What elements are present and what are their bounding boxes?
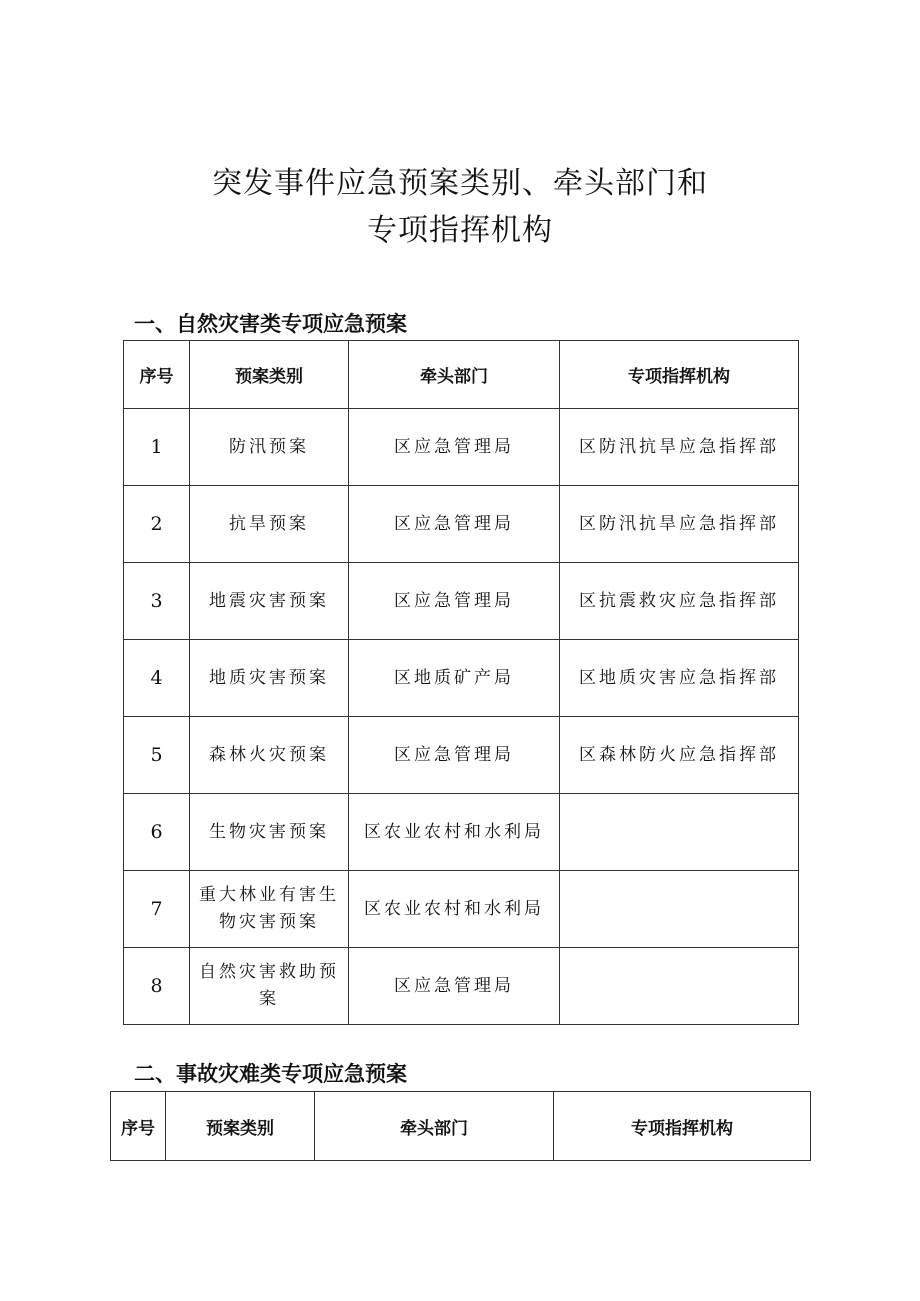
table-row bbox=[124, 486, 799, 563]
command-agency bbox=[560, 794, 799, 871]
lead-department: 区地质矿产局 bbox=[349, 640, 560, 717]
table-row bbox=[124, 948, 799, 1025]
row-index: 5 bbox=[124, 717, 190, 794]
header-plan-category: 预案类别 bbox=[166, 1092, 315, 1161]
lead-department: 区应急管理局 bbox=[349, 486, 560, 563]
command-agency: 区抗震救灾应急指挥部 bbox=[560, 563, 799, 640]
header-index: 序号 bbox=[111, 1092, 166, 1161]
plan-category: 抗旱预案 bbox=[190, 486, 349, 563]
command-agency bbox=[560, 871, 799, 948]
row-index: 2 bbox=[124, 486, 190, 563]
section-heading-accident-disaster: 二、事故灾难类专项应急预案 bbox=[134, 1062, 407, 1086]
command-agency: 区防汛抗旱应急指挥部 bbox=[560, 409, 799, 486]
accident-disaster-table bbox=[110, 1091, 811, 1161]
table-row bbox=[124, 717, 799, 794]
natural-disaster-table bbox=[123, 340, 799, 1025]
document-title-line1: 突发事件应急预案类别、牵头部门和 bbox=[212, 166, 708, 201]
header-command-agency: 专项指挥机构 bbox=[560, 341, 799, 409]
plan-category: 地质灾害预案 bbox=[190, 640, 349, 717]
row-index: 8 bbox=[124, 948, 190, 1025]
row-index: 6 bbox=[124, 794, 190, 871]
table-row bbox=[124, 871, 799, 948]
table-header-row bbox=[124, 341, 799, 409]
plan-category: 重大林业有害生物灾害预案 bbox=[190, 871, 349, 948]
header-plan-category: 预案类别 bbox=[190, 341, 349, 409]
document-title-line2: 专项指挥机构 bbox=[367, 213, 553, 248]
plan-category: 自然灾害救助预案 bbox=[190, 948, 349, 1025]
command-agency: 区森林防火应急指挥部 bbox=[560, 717, 799, 794]
table-row bbox=[124, 563, 799, 640]
plan-category: 生物灾害预案 bbox=[190, 794, 349, 871]
row-index: 3 bbox=[124, 563, 190, 640]
command-agency: 区防汛抗旱应急指挥部 bbox=[560, 486, 799, 563]
header-index: 序号 bbox=[124, 341, 190, 409]
row-index: 1 bbox=[124, 409, 190, 486]
command-agency: 区地质灾害应急指挥部 bbox=[560, 640, 799, 717]
header-lead-department: 牵头部门 bbox=[315, 1092, 554, 1161]
plan-category: 防汛预案 bbox=[190, 409, 349, 486]
lead-department: 区农业农村和水利局 bbox=[349, 871, 560, 948]
lead-department: 区应急管理局 bbox=[349, 563, 560, 640]
table-header-row bbox=[111, 1092, 811, 1161]
table-row bbox=[124, 640, 799, 717]
lead-department: 区应急管理局 bbox=[349, 717, 560, 794]
row-index: 4 bbox=[124, 640, 190, 717]
table-row bbox=[124, 409, 799, 486]
header-command-agency: 专项指挥机构 bbox=[554, 1092, 811, 1161]
plan-category: 森林火灾预案 bbox=[190, 717, 349, 794]
lead-department: 区农业农村和水利局 bbox=[349, 794, 560, 871]
header-lead-department: 牵头部门 bbox=[349, 341, 560, 409]
section-heading-natural-disaster: 一、自然灾害类专项应急预案 bbox=[134, 312, 407, 336]
row-index: 7 bbox=[124, 871, 190, 948]
lead-department: 区应急管理局 bbox=[349, 409, 560, 486]
plan-category: 地震灾害预案 bbox=[190, 563, 349, 640]
lead-department: 区应急管理局 bbox=[349, 948, 560, 1025]
command-agency bbox=[560, 948, 799, 1025]
table-row bbox=[124, 794, 799, 871]
